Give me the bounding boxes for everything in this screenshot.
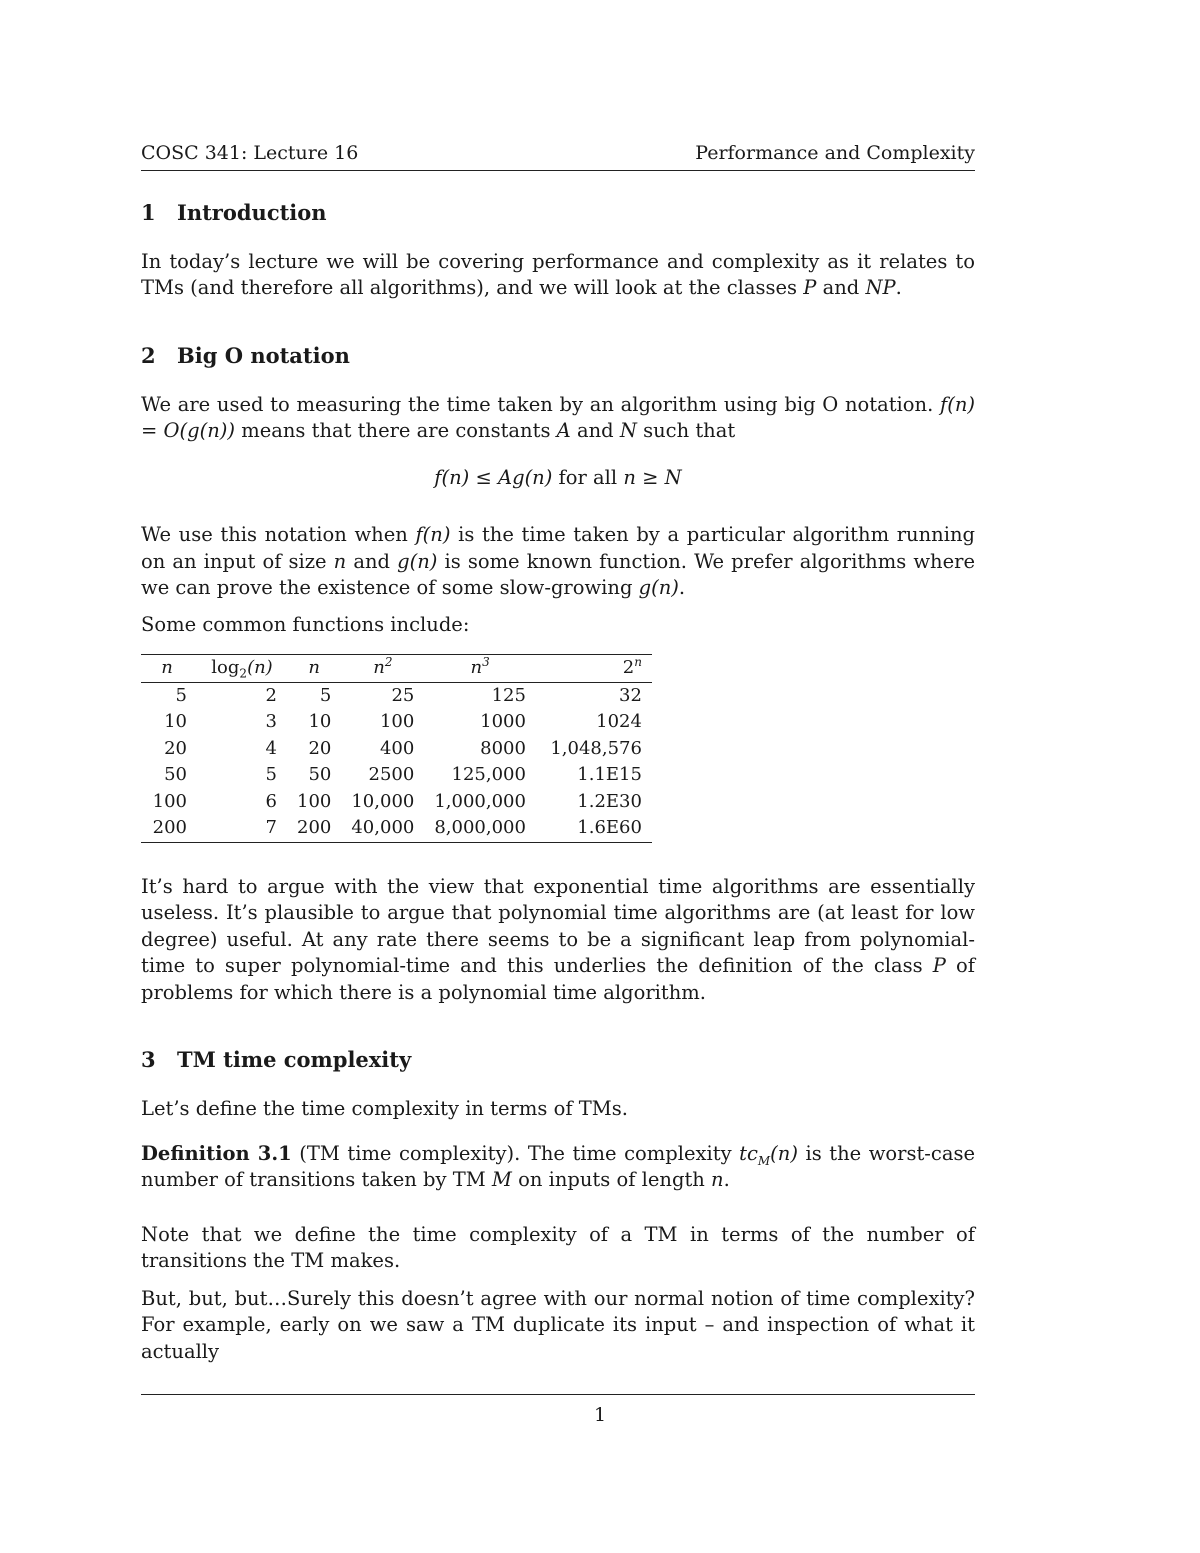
tm-paragraph-3: But, but, but…Surely this doesn’t agree with our normal notion of time complexity? For example, early on we saw a TM duplicate its input – and inspection of what it actually xyxy=(141,1286,975,1363)
page-body xyxy=(141,140,975,1440)
table-cell: 100 xyxy=(152,790,187,812)
table-row xyxy=(141,815,652,842)
section-heading-big-o: 2 Big O notation xyxy=(141,342,350,368)
display-equation: f(n) ≤ Ag(n) for all n ≥ N xyxy=(434,465,682,489)
table-cell: 50 xyxy=(308,764,332,785)
table-header-row xyxy=(141,655,652,683)
definition-3-1: Definition 3.1 (TM time complexity). The time complexity $tc_M(n)$ is the worst-case number of transitions taken by TM M on inputs of length n. xyxy=(141,1141,975,1191)
big-o-paragraph-1: We are used to measuring the time taken by an algorithm using big O notation. f(n) = O(g(n)) means that there are constants A and N such that xyxy=(141,392,975,442)
table-cell: 100 xyxy=(297,790,332,812)
table-cell: 125,000 xyxy=(451,764,526,785)
table-cell: 32 xyxy=(619,684,642,706)
section-heading-introduction: 1 Introduction xyxy=(141,199,327,225)
table-cell: 6 xyxy=(265,790,277,812)
table-cell: 1000 xyxy=(480,711,526,732)
table-cell: 5 xyxy=(319,684,332,706)
table-cell: 40,000 xyxy=(351,817,415,838)
table-body xyxy=(141,682,652,842)
intro-paragraph: In today’s lecture we will be covering performance and complexity as it relates to TMs (and therefore all algorithms), and we will look at the classes P and NP. xyxy=(141,249,975,299)
table-header-cell: n xyxy=(308,657,320,678)
table-cell: 4 xyxy=(265,737,277,759)
table-header-cell: n xyxy=(161,657,173,678)
table-row xyxy=(141,736,652,763)
table-cell: 7 xyxy=(265,817,277,838)
table-row xyxy=(141,709,652,736)
big-o-paragraph-2: We use this notation when f(n) is the time taken by a particular algorithm running on an input of size n and g(n) is some known function. We prefer algorithms where we can prove the existence of some slow-growing g(n). xyxy=(141,523,975,599)
table-cell: 20 xyxy=(308,737,332,759)
table-cell: 2500 xyxy=(368,764,415,785)
table-cell: 10 xyxy=(308,711,332,732)
table-cell: 1.2E30 xyxy=(577,790,642,812)
table-cell: 200 xyxy=(152,817,187,838)
table-cell: 100 xyxy=(379,711,415,732)
tm-paragraph-2: Note that we define the time complexity of a TM in terms of the number of transitions the TM makes. xyxy=(141,1222,975,1272)
table-cell: 10,000 xyxy=(351,790,415,812)
tm-paragraph-1: Let’s define the time complexity in terms of TMs. xyxy=(141,1097,628,1120)
section-heading-tm-time-complexity: 3 TM time complexity xyxy=(141,1047,412,1072)
table-header-cell: $n^2$ xyxy=(373,655,393,678)
table-cell: 1024 xyxy=(596,711,642,732)
table-cell: 2 xyxy=(265,684,277,706)
common-functions-table xyxy=(141,654,652,843)
table-cell: 5 xyxy=(175,684,187,706)
table-cell: 400 xyxy=(379,737,415,759)
table-cell: 1.6E60 xyxy=(577,817,642,838)
table-header-cell: $\log_2(n)$ xyxy=(211,657,273,681)
page-number: 1 xyxy=(593,1404,607,1426)
table-header-cell: $n^3$ xyxy=(470,655,490,678)
table-cell: 10 xyxy=(164,711,187,732)
table-row xyxy=(141,762,652,789)
table-cell: 20 xyxy=(164,737,187,759)
table-row xyxy=(141,789,652,816)
header-course: COSC 341: Lecture 16 xyxy=(141,142,359,164)
table-cell: 25 xyxy=(391,684,415,706)
table-cell: 50 xyxy=(164,764,187,785)
table-cell: 1,000,000 xyxy=(434,790,526,812)
header-topic: Performance and Complexity xyxy=(695,142,975,164)
table-cell: 200 xyxy=(297,817,332,838)
table-cell: 8,000,000 xyxy=(434,817,526,838)
table-cell: 8000 xyxy=(480,737,526,759)
table-cell: 1.1E15 xyxy=(577,764,642,785)
table-cell: 3 xyxy=(265,711,277,732)
table-row xyxy=(141,682,652,709)
table-cell: 125 xyxy=(491,684,526,706)
table-header-cell: 2$^n$ xyxy=(622,655,642,678)
running-header xyxy=(141,140,975,171)
table-cell: 5 xyxy=(265,764,277,785)
footer-rule xyxy=(141,1394,975,1395)
big-o-paragraph-3: Some common functions include: xyxy=(141,612,470,636)
table-cell: 1,048,576 xyxy=(550,737,642,759)
big-o-paragraph-4: It’s hard to argue with the view that exponential time algorithms are essentially useless. It’s plausible to argue that polynomial time algorithms are (at least for low degree) useful. At any rate there seems to be a significant leap from polynomial-time to super polynomial-time and this underlies the definition of the class P of problems for which there is a polynomial time algorithm. xyxy=(141,874,976,1004)
